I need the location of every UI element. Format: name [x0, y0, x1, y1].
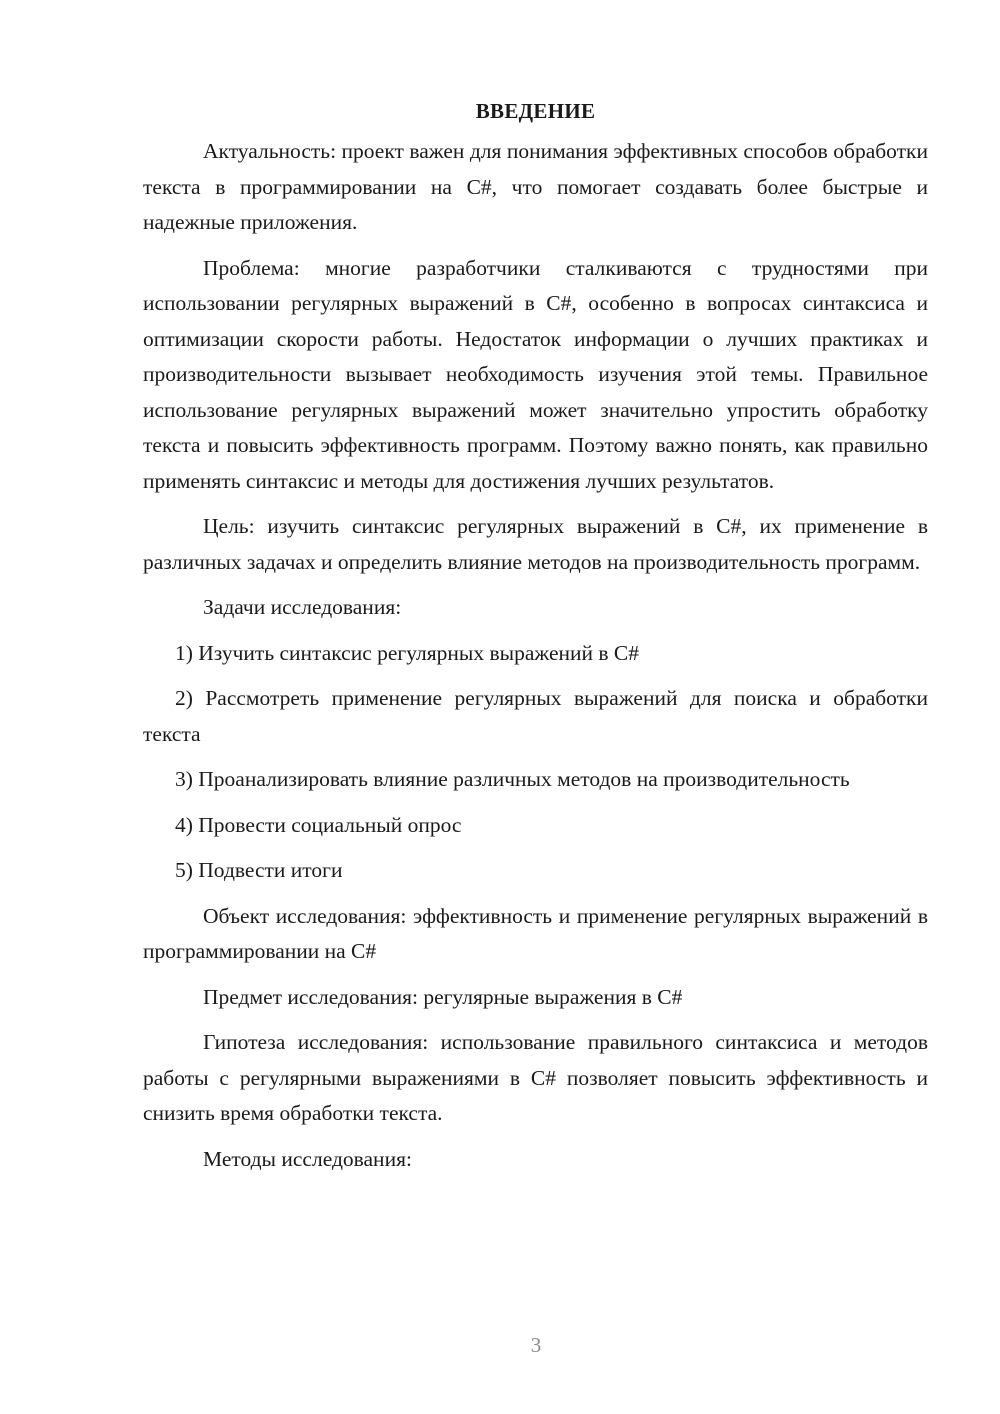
- document-page: [143, 96, 928, 1187]
- hypothesis-paragraph: Гипотеза исследования: использование правильного синтаксиса и методов работы с регулярными выражениями в C# позволяет повысить эффективность и снизить время обработки текста.: [143, 1030, 928, 1125]
- page-number: 3: [530, 1333, 542, 1357]
- task-item-2: 2) Рассмотреть применение регулярных выражений для поиска и обработки текста: [143, 686, 928, 746]
- subject-paragraph: Предмет исследования: регулярные выражения в C#: [203, 984, 683, 1009]
- task-item-5: 5) Подвести итоги: [175, 858, 343, 882]
- tasks-heading: Задачи исследования:: [203, 595, 402, 619]
- problem-paragraph: Проблема: многие разработчики сталкиваются с трудностями при использовании регулярных выражений в C#, особенно в вопросах синтаксиса и оптимизации скорости работы. Недостаток информации о лучших практиках и производительности вызывает необходимость изучения этой темы. Правильное использование регулярных выражений может значительно упростить обработку текста и повысить эффективность программ. Поэтому важно понять, как правильно применять синтаксис и методы для достижения лучших результатов.: [143, 255, 928, 493]
- methods-heading: Методы исследования:: [203, 1146, 412, 1171]
- goal-paragraph: Цель: изучить синтаксис регулярных выражений в C#, их применение в различных задачах и определить влияние методов на производительность программ.: [143, 514, 928, 574]
- task-item-3: 3) Проанализировать влияние различных методов на производительность: [175, 767, 850, 791]
- task-item-4: 4) Провести социальный опрос: [175, 812, 462, 837]
- object-paragraph: Объект исследования: эффективность и применение регулярных выражений в программировании на C#: [143, 903, 928, 963]
- section-title: ВВЕДЕНИЕ: [475, 99, 596, 123]
- relevance-paragraph: Актуальность: проект важен для понимания эффективных способов обработки текста в программировании на C#, что помогает создавать более быстрые и надежные приложения.: [143, 139, 928, 234]
- task-item-1: 1) Изучить синтаксис регулярных выражений в C#: [175, 640, 640, 665]
